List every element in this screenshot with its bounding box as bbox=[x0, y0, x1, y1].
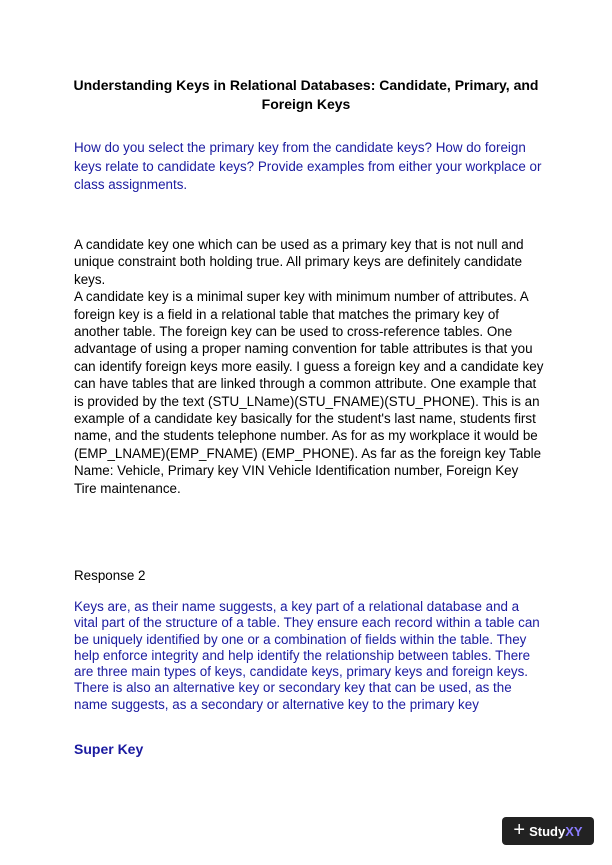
studyxy-logo bbox=[502, 817, 594, 845]
answer-paragraph-2: A candidate key is a minimal super key with minimum number of attributes. A foreign key is a field in a relational table that matches the primary key of another table. The foreign key can be used to cross-reference tables. One advantage of using a proper naming convention for table attributes is that you can identify foreign keys more easily. I guess a foreign key and a candidate key can have tables that are linked through a common attribute. One example that is provided by the text (STU_LName)(STU_FNAME)(STU_PHONE). This is an example of a candidate key basically for the student's last name, students first name, and the students telephone number. As for as my workplace it would be (EMP_LNAME)(EMP_FNAME) (EMP_PHONE). As far as the foreign key Table Name: Vehicle, Primary key VIN Vehicle Identification number, Foreign Key Tire maintenance. bbox=[74, 289, 544, 496]
plus-icon: + bbox=[513, 819, 526, 841]
document-title: Understanding Keys in Relational Databases: Candidate, Primary, and Foreign Keys bbox=[73, 77, 539, 112]
answer-block bbox=[74, 236, 544, 497]
logo-text bbox=[529, 824, 582, 839]
answer-paragraph-1: A candidate key one which can be used as a primary key that is not null and unique constraint both holding true. All primary keys are definitely candidate keys. bbox=[74, 237, 524, 287]
response-body: Keys are, as their name suggests, a key part of a relational database and a vital part of the structure of a table. They ensure each record within a table can be uniquely identified by one or a combination of fields within the table. They help enforce integrity and help identify the relationship between tables. There are three main types of keys, candidate keys, primary keys and foreign keys. There is also an alternative key or secondary key that can be used, as the name suggests, as a secondary or alternative key to the primary key bbox=[74, 599, 540, 712]
section-heading-super-key: Super Key bbox=[74, 741, 144, 757]
question-text: How do you select the primary key from the candidate keys? How do foreign keys relate to candidate keys? Provide examples from either your workplace or class assignments. bbox=[74, 140, 542, 192]
logo-xy: XY bbox=[565, 823, 583, 839]
response-label: Response 2 bbox=[74, 568, 146, 583]
logo-study: Study bbox=[529, 823, 566, 839]
